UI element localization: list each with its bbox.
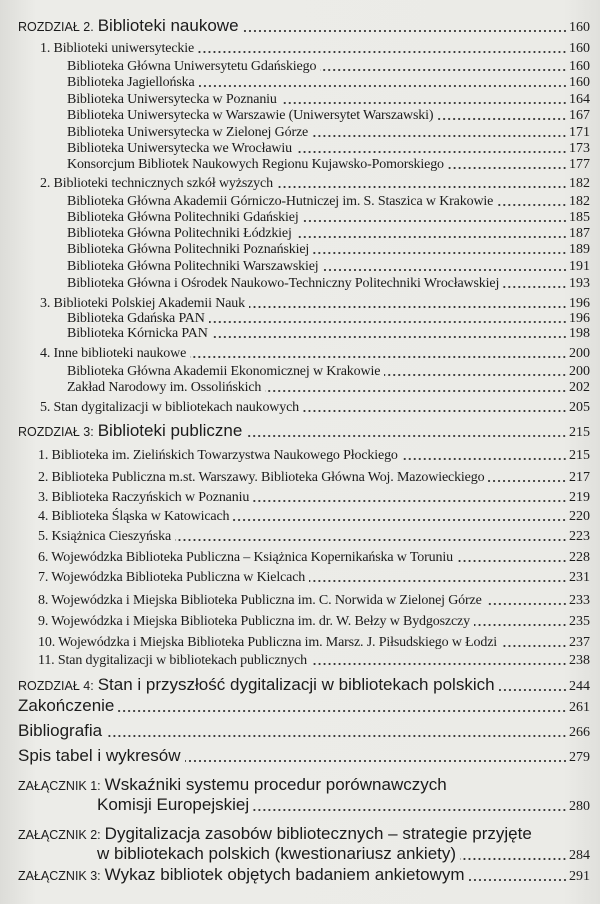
dot-leader: [499, 689, 567, 691]
toc-entry-title: [67, 106, 437, 124]
entry-label: Biblioteka Uniwersytecka w Zielonej Górze: [67, 125, 309, 140]
page-number: 171: [569, 125, 590, 140]
toc-entry-title: [67, 155, 448, 173]
dot-leader: [246, 435, 567, 437]
page-number: 220: [569, 509, 590, 524]
dot-leader: [474, 624, 567, 626]
entry-label: Biblioteka Gdańska PAN: [67, 311, 205, 326]
entry-label: Biblioteki naukowe: [97, 16, 239, 35]
dot-leader: [303, 220, 567, 222]
entry-label: Biblioteka Główna Akademii Górniczo-Hutniczej im. S. Staszica w Krakowie: [67, 194, 494, 209]
page-number: 177: [569, 157, 590, 172]
page-number: 284: [569, 848, 590, 863]
toc-entry-title: [38, 527, 175, 545]
entry-label: 5. Książnica Cieszyńska: [38, 529, 172, 544]
toc-item: [67, 240, 590, 258]
entry-label: Biblioteka Główna Akademii Ekonomicznej w Krakowie: [67, 364, 381, 379]
page-number: 280: [569, 799, 590, 814]
toc-item: [67, 324, 590, 342]
dot-leader: [437, 118, 567, 120]
page-number: 231: [569, 570, 590, 585]
toc-item: [38, 548, 590, 566]
dot-leader: [118, 710, 567, 712]
entry-label: 3. Biblioteka Raczyńskich w Poznaniu: [38, 490, 250, 505]
dot-leader: [277, 186, 567, 188]
entry-label: 1. Biblioteka im. Zielińskich Towarzystwa Naukowego Płockiego: [38, 448, 398, 463]
dot-leader: [249, 306, 567, 308]
page-number: 187: [569, 226, 590, 241]
page-number: 223: [569, 529, 590, 544]
toc-item: [40, 39, 590, 57]
toc-item: [40, 174, 590, 192]
page-number: 193: [569, 276, 590, 291]
page-number: 228: [569, 550, 590, 565]
entry-label: Bibliografia: [18, 721, 103, 740]
page-number: 160: [569, 20, 590, 35]
annex-title-line: [18, 775, 590, 795]
entry-label: 10. Wojewódzka i Miejska Biblioteka Publiczna im. Marsz. J. Piłsudskiego w Łodzi: [38, 635, 498, 650]
toc-chapter: [18, 16, 590, 36]
toc-entry-title: [38, 651, 311, 669]
dot-leader: [233, 519, 567, 521]
page-number: 215: [569, 425, 590, 440]
entry-label: Biblioteka Uniwersytecka w Warszawie (Uniwersytet Warszawski): [67, 108, 434, 123]
page-number: 160: [569, 59, 590, 74]
toc-entry-title: [67, 73, 199, 91]
entry-label: Spis tabel i wykresów: [18, 746, 181, 765]
toc-annex: [18, 865, 590, 885]
chapter-prefix: ROZDZIAŁ 3:: [18, 425, 94, 439]
entry-label: 7. Wojewódzka Biblioteka Publiczna w Kielcach: [38, 570, 306, 585]
page-number: 160: [569, 75, 590, 90]
toc-entry-title: [38, 446, 402, 464]
toc-item: [67, 274, 590, 292]
toc-entry-title: [38, 591, 486, 609]
toc-item: [40, 398, 590, 416]
dot-leader: [296, 151, 567, 153]
entry-label: Biblioteka Jagiellońska: [67, 75, 195, 90]
toc-entry-title: [40, 398, 303, 416]
entry-label: Stan i przyszłość dygitalizacji w bibliotekach polskich: [97, 675, 495, 694]
toc-item: [67, 257, 590, 275]
entry-label: Biblioteka Główna Uniwersytetu Gdańskiego: [67, 59, 317, 74]
dot-leader: [209, 321, 567, 323]
page-number: 198: [569, 326, 590, 341]
page-number: 261: [569, 700, 590, 715]
annex-title: Wskaźniki systemu procedur porównawczych: [104, 775, 447, 794]
entry-label: 3. Biblioteki Polskiej Akademii Nauk: [40, 296, 245, 311]
toc-entry-title: [18, 746, 185, 766]
entry-label: Biblioteki publiczne: [97, 421, 243, 440]
dot-leader: [311, 663, 567, 665]
page-number: 200: [569, 346, 590, 361]
page-number: 217: [569, 470, 590, 485]
entry-label: Biblioteka Uniwersytecka w Poznaniu: [67, 92, 277, 107]
toc-entry-title: [18, 675, 499, 695]
toc-entry-title: [67, 378, 265, 396]
annex-title-continued: w bibliotekach polskich (kwestionariusz ankiety): [97, 844, 457, 863]
page-number: 235: [569, 614, 590, 629]
toc-item: [38, 507, 590, 525]
dot-leader: [253, 809, 567, 811]
entry-label: 4. Biblioteka Śląska w Katowicach: [38, 509, 230, 524]
toc-entry-title: [40, 174, 277, 192]
toc-entry-title: [18, 16, 243, 36]
entry-label: Zakład Narodowy im. Ossolińskich: [67, 380, 262, 395]
toc-annex: [18, 824, 590, 864]
page-number: 189: [569, 242, 590, 257]
dot-leader: [265, 390, 567, 392]
toc-annex: [18, 775, 590, 815]
toc-entry-title: [38, 507, 233, 525]
toc-entry-title: [38, 612, 474, 630]
dot-leader: [497, 204, 567, 206]
entry-label: Biblioteka Główna i Ośrodek Naukowo-Techniczny Politechniki Wrocławskiej: [67, 276, 500, 291]
toc-entry-title: [67, 324, 212, 342]
annex-prefix: ZAŁĄCZNIK 2:: [18, 828, 101, 842]
page-number: 196: [569, 296, 590, 311]
entry-label: 5. Stan dygitalizacji w bibliotekach naukowych: [40, 400, 300, 415]
entry-label: Biblioteka Kórnicka PAN: [67, 326, 208, 341]
dot-leader: [486, 603, 567, 605]
page-number: 205: [569, 400, 590, 415]
toc-entry-title: [18, 421, 246, 441]
page-number: 164: [569, 92, 590, 107]
entry-label: Biblioteka Główna Politechniki Poznańskiej: [67, 242, 310, 257]
entry-label: 11. Stan dygitalizacji w bibliotekach publicznych: [38, 653, 307, 668]
dot-leader: [199, 85, 567, 87]
dot-leader: [190, 356, 567, 358]
annex-title-line: [18, 865, 590, 885]
dot-leader: [312, 135, 567, 137]
dot-leader: [296, 236, 567, 238]
toc-chapter: [18, 421, 590, 441]
annex-title: [18, 865, 469, 885]
annex-title: Dygitalizacja zasobów bibliotecznych – strategie przyjęte: [104, 824, 532, 843]
dot-leader: [198, 51, 567, 53]
chapter-prefix: ROZDZIAŁ 2.: [18, 20, 94, 34]
entry-label: Konsorcjum Bibliotek Naukowych Regionu Kujawsko-Pomorskiego: [67, 157, 444, 172]
page-number: 279: [569, 750, 590, 765]
page-number: 266: [569, 725, 590, 740]
dot-leader: [503, 286, 567, 288]
entry-label: 9. Wojewódzka i Miejska Biblioteka Publiczna im. dr. W. Bełzy w Bydgoszczy: [38, 614, 470, 629]
page-number: 202: [569, 380, 590, 395]
page-number: 167: [569, 108, 590, 123]
dot-leader: [243, 30, 567, 32]
page-number: 182: [569, 194, 590, 209]
entry-label: 1. Biblioteki uniwersyteckie: [40, 41, 195, 56]
toc-entry: [18, 696, 590, 716]
entry-label: Biblioteka Główna Politechniki Łódzkiej: [67, 226, 292, 241]
entry-label: 4. Inne biblioteki naukowe: [40, 346, 187, 361]
toc-entry-title: [67, 257, 323, 275]
entry-label: Biblioteka Główna Politechniki Warszawskiej: [67, 259, 319, 274]
dot-leader: [460, 858, 567, 860]
toc-item: [38, 488, 590, 506]
toc-item: [67, 106, 590, 124]
toc-entry-title: [40, 344, 190, 362]
page-number: 173: [569, 141, 590, 156]
toc-item: [67, 73, 590, 91]
toc-item: [38, 651, 590, 669]
toc-entry: [18, 746, 590, 766]
page-number: 215: [569, 448, 590, 463]
annex-title-line: [97, 844, 590, 864]
page-number: 182: [569, 176, 590, 191]
page-number: 196: [569, 311, 590, 326]
annex-title-continued: Komisji Europejskiej: [97, 795, 250, 814]
page-number: 237: [569, 635, 590, 650]
dot-leader: [281, 102, 567, 104]
toc-item: [67, 155, 590, 173]
entry-label: Zakończenie: [18, 696, 115, 715]
dot-leader: [501, 645, 567, 647]
toc-entry-title: [18, 721, 106, 741]
dot-leader: [488, 480, 567, 482]
entry-label: 2. Biblioteka Publiczna m.st. Warszawy. Biblioteka Główna Woj. Mazowieckiego: [38, 470, 485, 485]
page-number: 160: [569, 41, 590, 56]
toc-entry-title: [38, 568, 309, 586]
dot-leader: [175, 539, 567, 541]
page-number: 219: [569, 490, 590, 505]
page-number: 291: [569, 869, 590, 884]
entry-label: Biblioteka Uniwersytecka we Wrocławiu: [67, 141, 292, 156]
page-number: 244: [569, 679, 590, 694]
dot-leader: [253, 500, 567, 502]
toc-entry-title: [67, 274, 503, 292]
annex-title-text: Wykaz bibliotek objętych badaniem ankietowym: [104, 865, 465, 884]
toc-entry-title: [38, 548, 457, 566]
toc-item: [38, 568, 590, 586]
page-number: 238: [569, 653, 590, 668]
toc-chapter: [18, 675, 590, 695]
entry-label: Biblioteka Główna Politechniki Gdańskiej: [67, 210, 299, 225]
annex-title-line: [18, 824, 590, 844]
toc-entry-title: [38, 468, 488, 486]
dot-leader: [185, 760, 567, 762]
annex-prefix: ZAŁĄCZNIK 3:: [18, 869, 101, 883]
toc-item: [38, 633, 590, 651]
toc-entry-title: [40, 39, 198, 57]
dot-leader: [313, 252, 567, 254]
toc-entry-title: [18, 696, 118, 716]
toc-item: [40, 344, 590, 362]
toc-entry-title: [67, 240, 313, 258]
dot-leader: [457, 560, 567, 562]
chapter-prefix: ROZDZIAŁ 4:: [18, 679, 94, 693]
page-number: 200: [569, 364, 590, 379]
toc-item: [38, 446, 590, 464]
toc-item: [38, 468, 590, 486]
dot-leader: [384, 374, 567, 376]
entry-label: 8. Wojewódzka i Miejska Biblioteka Publiczna im. C. Norwida w Zielonej Górze: [38, 593, 482, 608]
toc-entry-title: [38, 633, 501, 651]
toc-item: [38, 591, 590, 609]
dot-leader: [402, 458, 567, 460]
toc-item: [38, 527, 590, 545]
dot-leader: [448, 167, 567, 169]
entry-label: 2. Biblioteki technicznych szkół wyższych: [40, 176, 273, 191]
dot-leader: [106, 735, 567, 737]
annex-prefix: ZAŁĄCZNIK 1:: [18, 779, 101, 793]
toc-entry-title: [38, 488, 253, 506]
dot-leader: [469, 879, 567, 881]
entry-label: 6. Wojewódzka Biblioteka Publiczna – Książnica Kopernikańska w Toruniu: [38, 550, 453, 565]
dot-leader: [303, 410, 567, 412]
dot-leader: [323, 269, 567, 271]
page-number: 233: [569, 593, 590, 608]
dot-leader: [309, 580, 567, 582]
dot-leader: [320, 69, 567, 71]
page-number: 191: [569, 259, 590, 274]
toc-item: [38, 612, 590, 630]
toc-item: [67, 378, 590, 396]
page-number: 185: [569, 210, 590, 225]
annex-title-line: [97, 795, 590, 815]
toc-entry: [18, 721, 590, 741]
dot-leader: [212, 336, 567, 338]
